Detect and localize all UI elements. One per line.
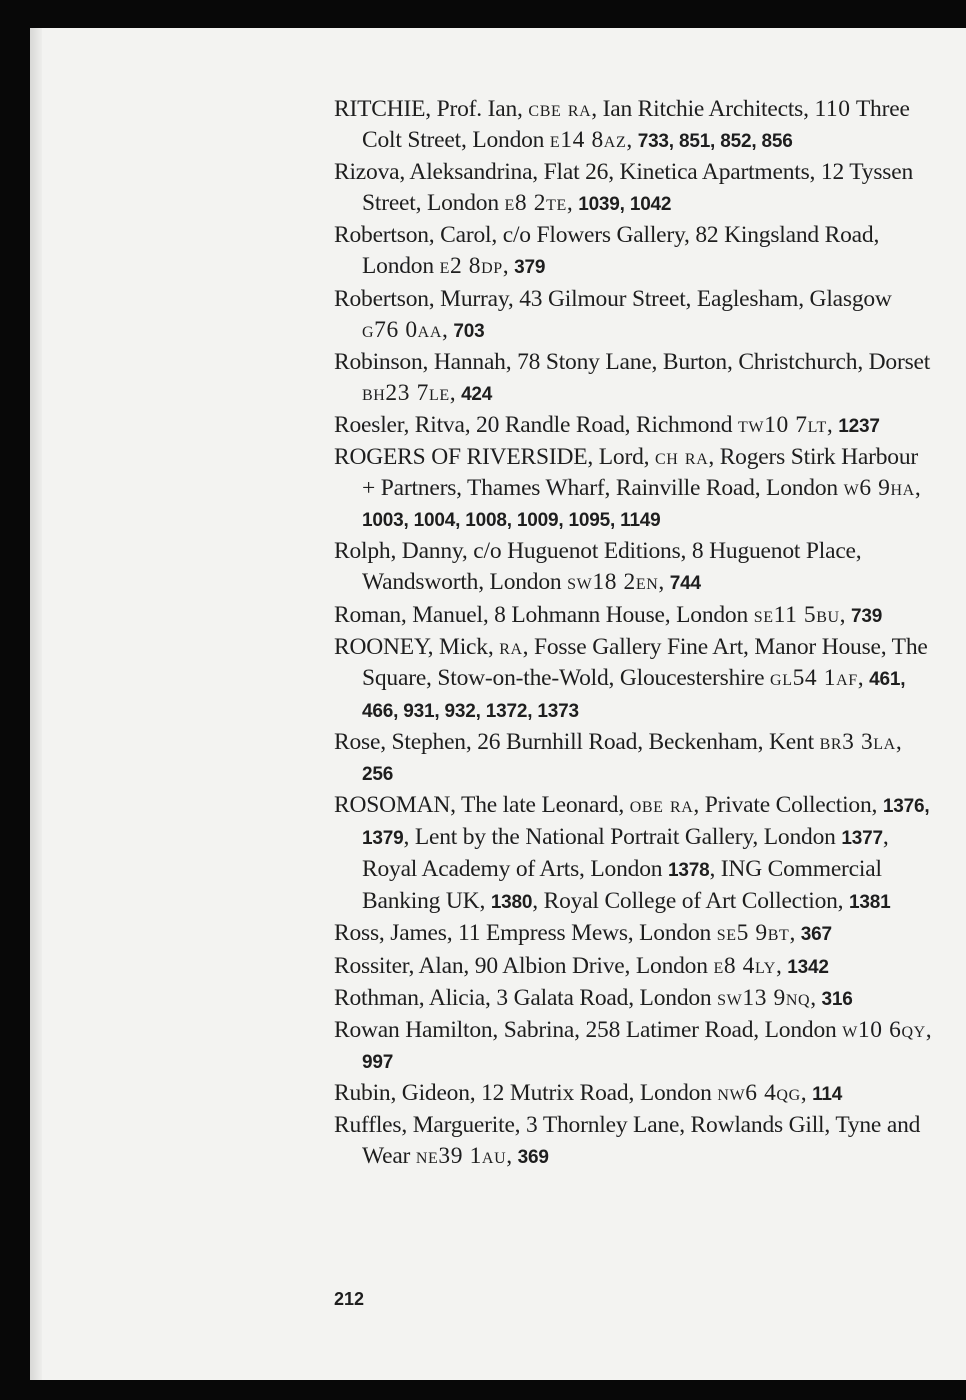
plate-numbers: 114 bbox=[812, 1083, 843, 1105]
entry-text: Rubin, Gideon, 12 Mutrix Road, London bbox=[334, 1079, 718, 1106]
entry-text: , Royal Academy of Arts, London bbox=[362, 824, 889, 883]
small-caps-text: g76 0aa bbox=[362, 316, 442, 343]
entry-text: , bbox=[502, 253, 515, 280]
entry-text: , bbox=[895, 728, 902, 755]
entry-text: Rose, Stephen, 26 Burnhill Road, Beckenham, Kent bbox=[334, 728, 820, 755]
small-caps-text: sw18 2en bbox=[567, 569, 659, 596]
index-entry bbox=[334, 94, 934, 157]
entry-text: , Royal College of Art Collection, bbox=[532, 888, 850, 915]
entry-text: Robinson, Hannah, 78 Stony Lane, Burton, Christchurch, Dorset bbox=[334, 348, 931, 375]
small-caps-text: e14 8az bbox=[549, 127, 627, 154]
plate-numbers: 1381 bbox=[849, 892, 891, 914]
small-caps-text: w10 6qy bbox=[842, 1016, 926, 1043]
entry-text: Robertson, Murray, 43 Gilmour Street, Eaglesham, Glasgow bbox=[334, 285, 892, 312]
small-caps-text: ne39 1au bbox=[415, 1143, 507, 1170]
page-gutter-edge bbox=[30, 28, 42, 1380]
entry-text: Roesler, Ritva, 20 Randle Road, Richmond bbox=[334, 411, 739, 438]
entry-text: , bbox=[810, 984, 822, 1011]
entry-text: , bbox=[775, 952, 788, 979]
entry-text: , Fosse Gallery Fine Art, Manor House, The Square, Stow-on-the-Wold, Gloucestershire bbox=[362, 633, 928, 691]
entry-text: Rowan Hamilton, Sabrina, 258 Latimer Road, London bbox=[334, 1016, 843, 1043]
plate-numbers: 1376, 1379 bbox=[362, 796, 930, 850]
plate-numbers: 997 bbox=[362, 1051, 394, 1073]
plate-numbers: 379 bbox=[514, 257, 546, 279]
index-entry bbox=[334, 600, 934, 632]
plate-numbers: 369 bbox=[517, 1147, 549, 1169]
plate-numbers: 461, 466, 931, 932, 1372, 1373 bbox=[362, 668, 906, 722]
entry-text: ROGERS OF RIVERSIDE, Lord, bbox=[334, 444, 656, 471]
entry-text: Rizova, Aleksandrina, Flat 26, Kinetica Apartments, 12 Tyssen Street, London bbox=[334, 159, 913, 217]
entry-text: , bbox=[442, 316, 454, 343]
index-entry bbox=[334, 1015, 934, 1078]
small-caps-text: tw10 7lt bbox=[738, 411, 827, 438]
entry-text: Rolph, Danny, c/o Huguenot Editions, 8 Huguenot Place, Wandsworth, London bbox=[334, 538, 862, 596]
entry-text: Roman, Manuel, 8 Lohmann House, London bbox=[334, 601, 754, 628]
entry-text: Ross, James, 11 Empress Mews, London bbox=[334, 920, 717, 947]
small-caps-text: ch ra bbox=[655, 444, 709, 471]
plate-numbers: 1378 bbox=[667, 860, 710, 882]
small-caps-text: se11 5bu bbox=[753, 601, 840, 628]
index-entry bbox=[334, 1078, 934, 1110]
plate-numbers: 1380 bbox=[490, 892, 533, 914]
plate-numbers: 316 bbox=[821, 988, 853, 1010]
entry-text: , bbox=[449, 379, 462, 406]
entry-text: , bbox=[658, 569, 670, 596]
index-entry bbox=[334, 983, 934, 1015]
small-caps-text: sw13 9nq bbox=[717, 984, 811, 1011]
entry-text: , bbox=[914, 475, 921, 502]
entry-text: RITCHIE, Prof. Ian, bbox=[334, 96, 529, 122]
small-caps-text: gl54 1af bbox=[770, 664, 858, 691]
index-entries-list bbox=[334, 94, 934, 1173]
index-entry bbox=[334, 410, 934, 442]
entry-text: ROSOMAN, The late Leonard, bbox=[334, 792, 630, 819]
index-entry bbox=[334, 790, 934, 918]
plate-numbers: 744 bbox=[669, 573, 701, 595]
entry-text: , bbox=[626, 127, 638, 154]
plate-numbers: 367 bbox=[800, 924, 832, 946]
entry-text: Rossiter, Alan, 90 Albion Drive, London bbox=[334, 952, 714, 979]
plate-numbers: 1377 bbox=[841, 828, 883, 850]
entry-text: , ING Commercial Banking UK, bbox=[362, 856, 882, 915]
small-caps-text: ra bbox=[499, 633, 523, 660]
plate-numbers: 739 bbox=[851, 605, 883, 627]
plate-numbers: 1039, 1042 bbox=[578, 194, 672, 216]
small-caps-text: se5 9bt bbox=[716, 920, 790, 947]
entry-text: , bbox=[925, 1016, 932, 1043]
index-entry bbox=[334, 284, 934, 347]
small-caps-text: 110 bbox=[814, 96, 851, 122]
small-caps-text: cbe ra bbox=[528, 96, 592, 122]
entry-text: , bbox=[839, 601, 852, 628]
entry-text: Robertson, Carol, c/o Flowers Gallery, 82 Kingsland Road, London bbox=[334, 222, 880, 280]
plate-numbers: 424 bbox=[461, 383, 493, 405]
small-caps-text: bh23 7le bbox=[362, 379, 450, 406]
small-caps-text: e8 4ly bbox=[713, 952, 776, 979]
entry-text: , bbox=[506, 1143, 518, 1170]
plate-numbers: 1342 bbox=[787, 956, 829, 978]
small-caps-text: nw6 4qg bbox=[717, 1079, 801, 1106]
index-entry bbox=[334, 157, 934, 220]
plate-numbers: 256 bbox=[362, 763, 394, 785]
index-entry bbox=[334, 347, 934, 410]
index-entry bbox=[334, 727, 934, 790]
small-caps-text: br3 3la bbox=[819, 728, 896, 755]
small-caps-text: w6 9ha bbox=[843, 475, 915, 502]
entry-text: , Lent by the National Portrait Gallery, London bbox=[403, 824, 842, 851]
index-entry bbox=[334, 536, 934, 599]
small-caps-text: e8 2te bbox=[504, 190, 567, 217]
entry-text: , Rogers Stirk Harbour + Partners, Thames Wharf, Rainville Road, London bbox=[362, 444, 919, 502]
entry-text: , bbox=[800, 1079, 813, 1106]
index-entry bbox=[334, 951, 934, 983]
small-caps-text: e2 8dp bbox=[439, 253, 503, 280]
entry-text: ROONEY, Mick, bbox=[334, 633, 500, 660]
entry-text: Ruffles, Marguerite, 3 Thornley Lane, Rowlands Gill, Tyne and Wear bbox=[334, 1112, 921, 1170]
plate-numbers: 1003, 1004, 1008, 1009, 1095, 1149 bbox=[362, 510, 661, 532]
entry-text: Three Colt Street, London bbox=[362, 96, 910, 154]
entry-text: , Ian Ritchie Architects, bbox=[591, 96, 815, 122]
index-entry bbox=[334, 220, 934, 283]
plate-numbers: 733, 851, 852, 856 bbox=[637, 131, 793, 153]
plate-numbers: 1237 bbox=[838, 415, 880, 437]
index-entry bbox=[334, 442, 934, 536]
small-caps-text: obe ra bbox=[629, 792, 694, 819]
entry-text: , bbox=[566, 190, 579, 217]
entry-text: , bbox=[789, 920, 801, 947]
entry-text: , bbox=[857, 664, 870, 691]
entry-text: Rothman, Alicia, 3 Galata Road, London bbox=[334, 984, 718, 1011]
entry-text: , Private Collection, bbox=[693, 792, 883, 819]
page-number: 212 bbox=[334, 1289, 365, 1309]
index-entry bbox=[334, 918, 934, 950]
index-entry bbox=[334, 632, 934, 727]
entry-text: , bbox=[826, 411, 839, 438]
plate-numbers: 703 bbox=[453, 320, 485, 342]
index-entry bbox=[334, 1110, 934, 1173]
